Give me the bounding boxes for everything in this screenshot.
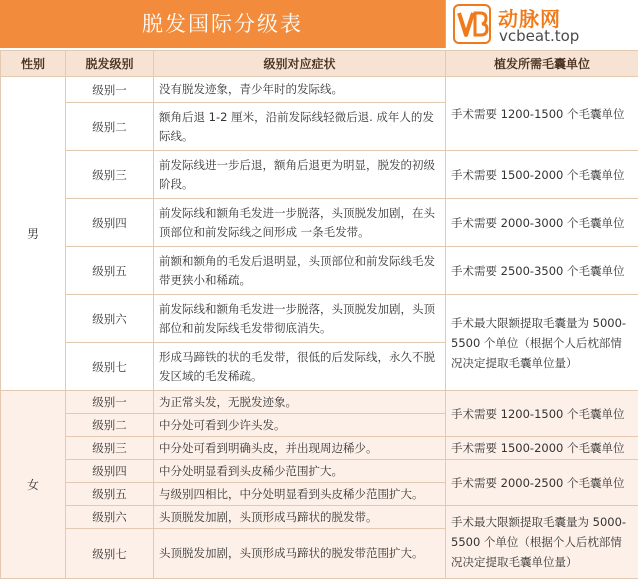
symptom-cell: 中分处明显看到头皮稀少范围扩大。 — [154, 460, 446, 483]
table-header-row — [1, 51, 638, 77]
level-cell: 级别五 — [66, 247, 154, 295]
units-cell: 手术需要 2000-3000 个毛囊单位 — [446, 199, 638, 247]
level-cell: 级别二 — [66, 414, 154, 437]
table-row — [1, 460, 638, 483]
units-cell: 手术需要 1200-1500 个毛囊单位 — [446, 391, 638, 437]
logo-en-text: vcbeat.top — [499, 27, 580, 45]
units-cell: 手术需要 1500-2000 个毛囊单位 — [446, 151, 638, 199]
symptom-cell: 头顶脱发加剧，头顶形成马蹄状的脱发带范围扩大。 — [154, 529, 446, 579]
level-cell: 级别四 — [66, 199, 154, 247]
symptom-cell: 前发际线进一步后退，额角后退更为明显，脱发的初级阶段。 — [154, 151, 446, 199]
col-header-gender: 性别 — [1, 51, 66, 77]
gender-female: 女 — [1, 391, 66, 579]
symptom-cell: 形成马蹄铁的状的毛发带，很低的后发际线，永久不脱发区域的毛发稀疏。 — [154, 343, 446, 391]
logo-cn-text: 动脉网 — [498, 7, 561, 31]
level-cell: 级别四 — [66, 460, 154, 483]
table-row — [1, 199, 638, 247]
table-row — [1, 247, 638, 295]
units-cell: 手术需要 1200-1500 个毛囊单位 — [446, 77, 638, 151]
symptom-cell: 头顶脱发加剧，头顶形成马蹄状的脱发带。 — [154, 506, 446, 529]
title-banner — [0, 0, 638, 48]
units-cell: 手术最大限额提取毛囊量为 5000-5500 个单位（根据个人后枕部情况决定提取毛囊单位量） — [446, 295, 638, 391]
level-cell: 级别一 — [66, 77, 154, 103]
symptom-cell: 中分处可看到少许头发。 — [154, 414, 446, 437]
level-cell: 级别七 — [66, 529, 154, 579]
gender-male: 男 — [1, 77, 66, 391]
table-row — [1, 151, 638, 199]
level-cell: 级别七 — [66, 343, 154, 391]
units-cell: 手术需要 2500-3500 个毛囊单位 — [446, 247, 638, 295]
level-cell: 级别三 — [66, 437, 154, 460]
symptom-cell: 中分处可看到明确头皮，并出现周边稀少。 — [154, 437, 446, 460]
level-cell: 级别五 — [66, 483, 154, 506]
table-row — [1, 391, 638, 414]
symptom-cell: 没有脱发迹象，青少年时的发际线。 — [154, 77, 446, 103]
table-row — [1, 77, 638, 103]
table-row — [1, 437, 638, 460]
units-cell: 手术需要 2000-2500 个毛囊单位 — [446, 460, 638, 506]
symptom-cell: 前额和额角的毛发后退明显，头顶部位和前发际线毛发带更狭小和稀疏。 — [154, 247, 446, 295]
brand-logo — [445, 0, 638, 48]
units-cell: 手术最大限额提取毛囊量为 5000-5500 个单位（根据个人后枕部情况决定提取毛囊单位量） — [446, 506, 638, 579]
symptom-cell: 为正常头发，无脱发迹象。 — [154, 391, 446, 414]
units-cell: 手术需要 1500-2000 个毛囊单位 — [446, 437, 638, 460]
vb-logo-icon — [453, 4, 491, 44]
grade-table — [0, 50, 638, 579]
symptom-cell: 额角后退 1-2 厘米，沿前发际线轻微后退. 成年人的发际线。 — [154, 103, 446, 151]
page-title: 脱发国际分级表 — [142, 12, 303, 36]
table-row — [1, 295, 638, 343]
col-header-level: 脱发级别 — [66, 51, 154, 77]
level-cell: 级别六 — [66, 506, 154, 529]
symptom-cell: 前发际线和额角毛发进一步脱落，头顶脱发加剧，头顶部位和前发际线毛发带彻底消失。 — [154, 295, 446, 343]
symptom-cell: 与级别四相比，中分处明显看到头皮稀少范围扩大。 — [154, 483, 446, 506]
col-header-units: 植发所需毛囊单位 — [446, 51, 638, 77]
col-header-symptom: 级别对应症状 — [154, 51, 446, 77]
symptom-cell: 前发际线和额角毛发进一步脱落，头顶脱发加剧，在头顶部位和前发际线之间形成 一条毛发带。 — [154, 199, 446, 247]
level-cell: 级别六 — [66, 295, 154, 343]
level-cell: 级别二 — [66, 103, 154, 151]
level-cell: 级别一 — [66, 391, 154, 414]
table-row — [1, 506, 638, 529]
level-cell: 级别三 — [66, 151, 154, 199]
